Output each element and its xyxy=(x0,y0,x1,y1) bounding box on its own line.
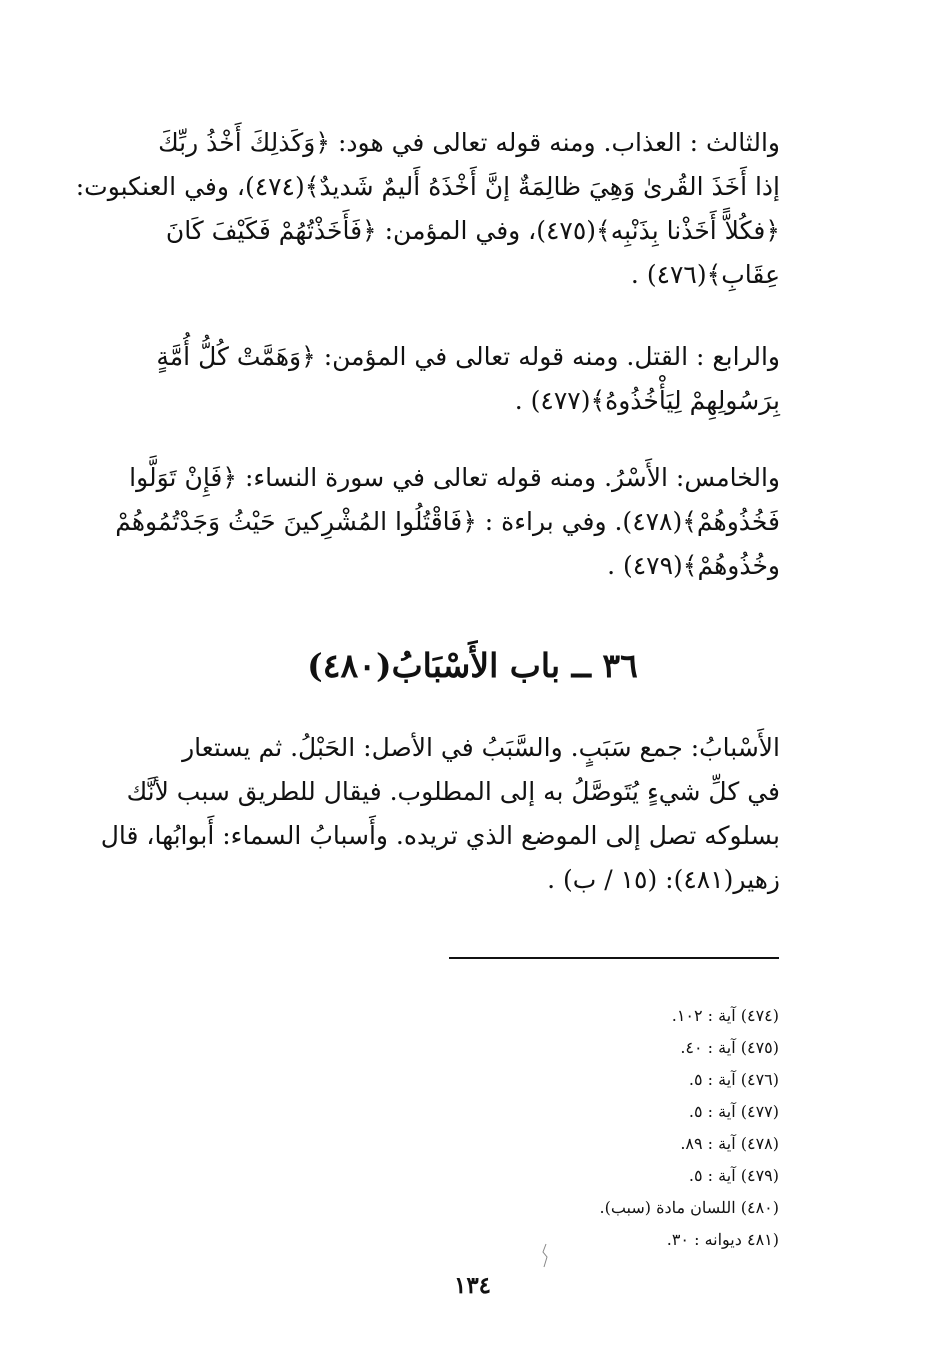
footnote: (٤٧٧) آية : ٥. xyxy=(688,1102,779,1121)
paragraph-fourth-meaning xyxy=(125,335,780,423)
text-line: عِقَابِ﴾(٤٧٦) . xyxy=(630,260,780,289)
text-line: الأَسْبابُ: جمع سَبَبٍ. والسَّبَبُ في الأصل: الحَبْلُ. ثم يستعار xyxy=(182,733,780,762)
text-line: ﴿فكُلاًّ أَخَذْنا بِذَنْبِه﴾(٤٧٥)، وفي المؤمن: ﴿فَأَخَذْتُهُمْ فَكَيْفَ كَانَ xyxy=(165,216,780,245)
text-line: والرابع : القتل. ومنه قوله تعالى في المؤمن: ﴿وَهَمَّتْ كُلُّ أُمَّةٍ xyxy=(156,342,780,371)
paragraph-asbab-intro xyxy=(100,726,780,902)
text-line: زهير(٤٨١): (١٥ / ب) . xyxy=(547,865,780,894)
footnote: (٤٨٠) اللسان مادة (سبب). xyxy=(599,1198,779,1217)
footnote: (٤٧٤) آية : ١٠٢. xyxy=(671,1006,779,1025)
footnote: (٤٧٩) آية : ٥. xyxy=(688,1166,779,1185)
text-line: وخُذُوهُمْ﴾(٤٧٩) . xyxy=(607,551,780,580)
scan-mark xyxy=(540,1243,550,1269)
footnote-divider xyxy=(449,957,779,959)
text-line: فَخُذُوهُمْ﴾(٤٧٨). وفي براءة : ﴿فَاقْتُلُوا المُشْرِكينَ حَيْثُ وَجَدْتُمُوهُمْ xyxy=(115,507,780,536)
paragraph-fifth-meaning xyxy=(115,456,780,588)
text-line: والثالث : العذاب. ومنه قوله تعالى في هود: ﴿وَكَذلِكَ أَخْذُ ربِّكَ xyxy=(158,128,780,157)
footnote: (٤٧٥) آية : ٤٠. xyxy=(680,1038,779,1057)
chapter-heading: ٣٦ ــ باب الأَسْبَابُ(٤٨٠) xyxy=(307,646,638,685)
page-number: ١٣٤ xyxy=(453,1272,492,1299)
text-line: إذا أَخَذَ القُرىٰ وَهِيَ ظالِمَةٌ إنَّ أَخْذَهُ أَليمٌ شَديدٌ﴾(٤٧٤)، وفي العنكبوت: xyxy=(75,172,780,201)
paragraph-third-meaning xyxy=(75,121,780,297)
footnotes xyxy=(419,1000,779,1256)
text-line: بِرَسُولِهِمْ لِيَأْخُذُوهُ﴾(٤٧٧) . xyxy=(514,386,780,415)
text-line: والخامس: الأَسْرُ. ومنه قوله تعالى في سورة النساء: ﴿فَإِنْ تَوَلَّوا xyxy=(129,463,780,492)
text-line: بسلوكه تصل إلى الموضع الذي تريده. وأَسبابُ السماء: أَبوابُها، قال xyxy=(100,821,780,850)
text-line: في كلِّ شيءٍ يُتَوصَّلُ به إلى المطلوب. فيقال للطريق سبب لأنَّك xyxy=(126,777,780,806)
footnote: (٤٨١ ديوانه : ٣٠. xyxy=(666,1230,779,1249)
footnote: (٤٧٨) آية : ٨٩. xyxy=(680,1134,779,1153)
footnote: (٤٧٦) آية : ٥. xyxy=(688,1070,779,1089)
